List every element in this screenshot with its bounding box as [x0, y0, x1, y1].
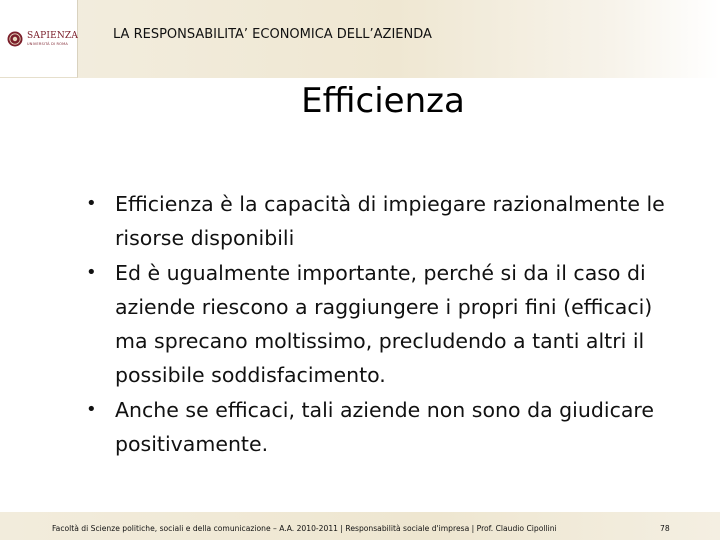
bullet-dot: • [86, 398, 97, 420]
seal-icon [7, 31, 23, 47]
logo-subtitle: UNIVERSITÀ DI ROMA [27, 42, 68, 46]
page-number: 78 [660, 524, 670, 533]
bullet-item [86, 187, 686, 256]
university-logo [0, 0, 78, 78]
bullet-list [86, 187, 686, 461]
logo-wordmark: SAPIENZA [27, 31, 79, 41]
bullet-item [86, 256, 686, 393]
bullet-dot: • [86, 193, 97, 214]
bullet-text: Anche se efficaci, tali aziende non sono da giudicare positivamente. [115, 397, 654, 457]
bullet-text: Efficienza è la capacità di impiegare razionalmente le risorse disponibili [115, 192, 665, 251]
header-title: LA RESPONSABILITA’ ECONOMICA DELL’AZIENDA [113, 27, 432, 42]
bullet-dot: • [86, 261, 97, 283]
slide-title: Efficienza [301, 81, 465, 121]
bullet-text: Ed è ugualmente importante, perché si da il caso di aziende riescono a raggiungere i propri fini (efficaci) ma sprecano moltissimo, precludendo a tanti altri il possibile soddisfacimento. [115, 260, 653, 388]
bullet-item [86, 393, 686, 462]
footer-text: Facoltà di Scienze politiche, sociali e della comunicazione – A.A. 2010-2011 | Responsabilità sociale d'impresa | Prof. Claudio Cipollini [52, 524, 557, 533]
